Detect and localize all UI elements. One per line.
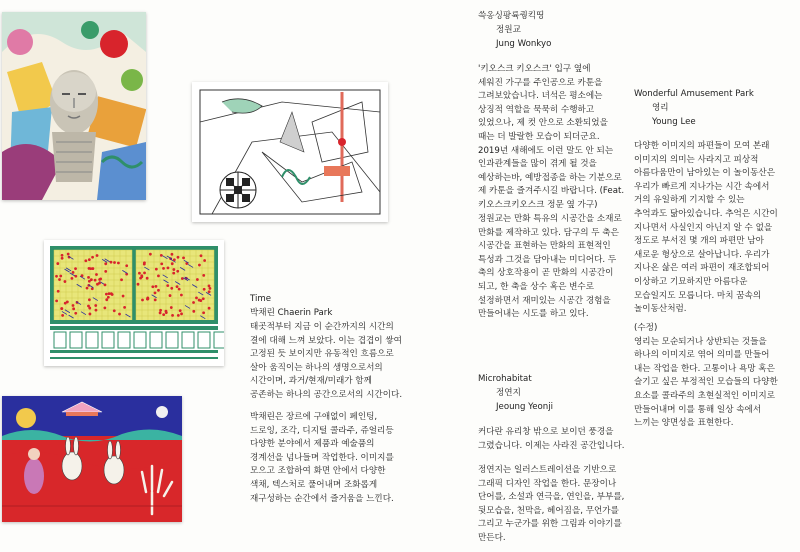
amusement-artist-bio: (수정) 영리는 모순되거나 상반되는 것들을 하나의 이미지로 엮어 의미를 만들어 내는 작업을 한다. 고통이나 욕망 혹은 슬기고 싶은 부정적인 모습들의 다양한 요소를 콜라주의 초현실적인 이미지로 만들어내며 이를 통해 일상 속에서 느끼는 양면성을 표현한다. — [634, 323, 778, 429]
time-author: 박채린 Chaerin Park — [250, 308, 333, 318]
amusement-author-ko: 영리 — [652, 103, 669, 113]
amusement-author-en: Young Lee — [652, 117, 696, 127]
amusement-title: Wonderful Amusement Park — [634, 89, 754, 99]
cartoon-artwork — [192, 82, 388, 222]
time-title: Time — [250, 294, 272, 304]
cartoon-author-en: Jung Wonkyo — [496, 39, 552, 49]
microhabitat-author-ko: 정연지 — [496, 388, 521, 398]
cartoon-author-ko: 정원교 — [496, 25, 521, 35]
cartoon-description: '키오스크 키오스크' 입구 옆에 세워진 가구를 주인공으로 카툰을 그려보았습니다. 녀석은 평소에는 상징적 역할을 묵묵히 수행하고 있었으나, 제 컷 안으로 소환되었을 때는 더 발랄한 모습이 되더군요. 2019년 새해에도 이런 말도 안 되는 인과관계들을 많이 겪게 될 것을 예상하는바, 예방접종을 하는 기분으로 제 카툰을 즐겨주시길 바랍니다. (Feat. 키오스크키오스크 정문 옆 가구) — [478, 64, 625, 210]
microhabitat-title: Microhabitat — [478, 374, 532, 384]
amusement-park-artwork — [2, 396, 182, 522]
microhabitat-artwork — [44, 240, 224, 366]
microhabitat-artist-bio: 정연지는 일러스트레이션을 기반으로 그래픽 디자인 작업을 한다. 문장이나 단어를, 소설과 연극을, 연인을, 부부를, 뒷모습을, 천막을, 헤어짐을, 무언가를 그리고 누군가를 위한 그림과 이야기를 만든다. — [478, 465, 625, 543]
collage-artwork — [2, 12, 146, 200]
cartoon-artist-bio: 정원교는 만화 특유의 시공간을 소재로 만화를 제작하고 있다. 담구의 두 축은 시공간을 표현하는 만화의 표현적인 특성과 그것을 담아내는 미디어다. 두 축의 상호작용이 곧 만화의 시공간이 되고, 한 축을 상수 혹은 변수로 설정하면서 재미있는 시공간 경험을 만들어내는 시도를 하고 있다. — [478, 214, 622, 320]
amusement-description: 다양한 이미지의 파편들이 모여 본래 이미지의 의미는 사라지고 피상적 아름다움만이 남아있는 이 놀이동산은 우리가 빠르게 지나가는 시간 속에서 거의 유일하게 기지할 수 있는 추억과도 닮아있습니다. 추억은 시간이 지나면서 사실인지 아닌지 알 수 없을 정도로 부서진 몇 개의 파편만 남아 새로운 형상으로 살아납니다. 우리가 지나온 삶은 여러 파편이 재조합되어 이상하고 기묘하지만 아름다운 모습일지도 모릅니다. 마치 꿈속의 놀이동산처럼. — [634, 141, 778, 315]
microhabitat-author-en: Jeoung Yeonji — [496, 402, 554, 412]
cartoon-title: 쓱옹싱팡륙퀑킥띵 — [478, 11, 545, 21]
microhabitat-description: 커다란 유리창 밖으로 보이던 풍경을 그렸습니다. 이제는 사라진 공간입니다. — [478, 427, 625, 451]
time-description: 태곳적부터 지금 이 순간까지의 시간의 결에 대해 느껴 보았다. 이는 겹겹이 쌓여 고정된 듯 보이지만 유동적인 흐름으로 살아 움직이는 하나의 생명으로서의 시간이며, 과거/현재/미래가 함께 공존하는 하나의 공간으로서의 시간이다. — [250, 322, 403, 400]
time-artist-bio: 박채린은 장르에 구애없이 페인팅, 드로잉, 조각, 디지털 콜라주, 쥬얼리등 다양한 분야에서 제품과 예술품의 경계선을 넘나들며 작업한다. 이미지를 모으고 조합하여 화면 안에서 다양한 색채, 텍스처로 풀어내며 조화롭게 재구성하는 순간에서 즐거움을 느낀다. — [250, 412, 394, 504]
